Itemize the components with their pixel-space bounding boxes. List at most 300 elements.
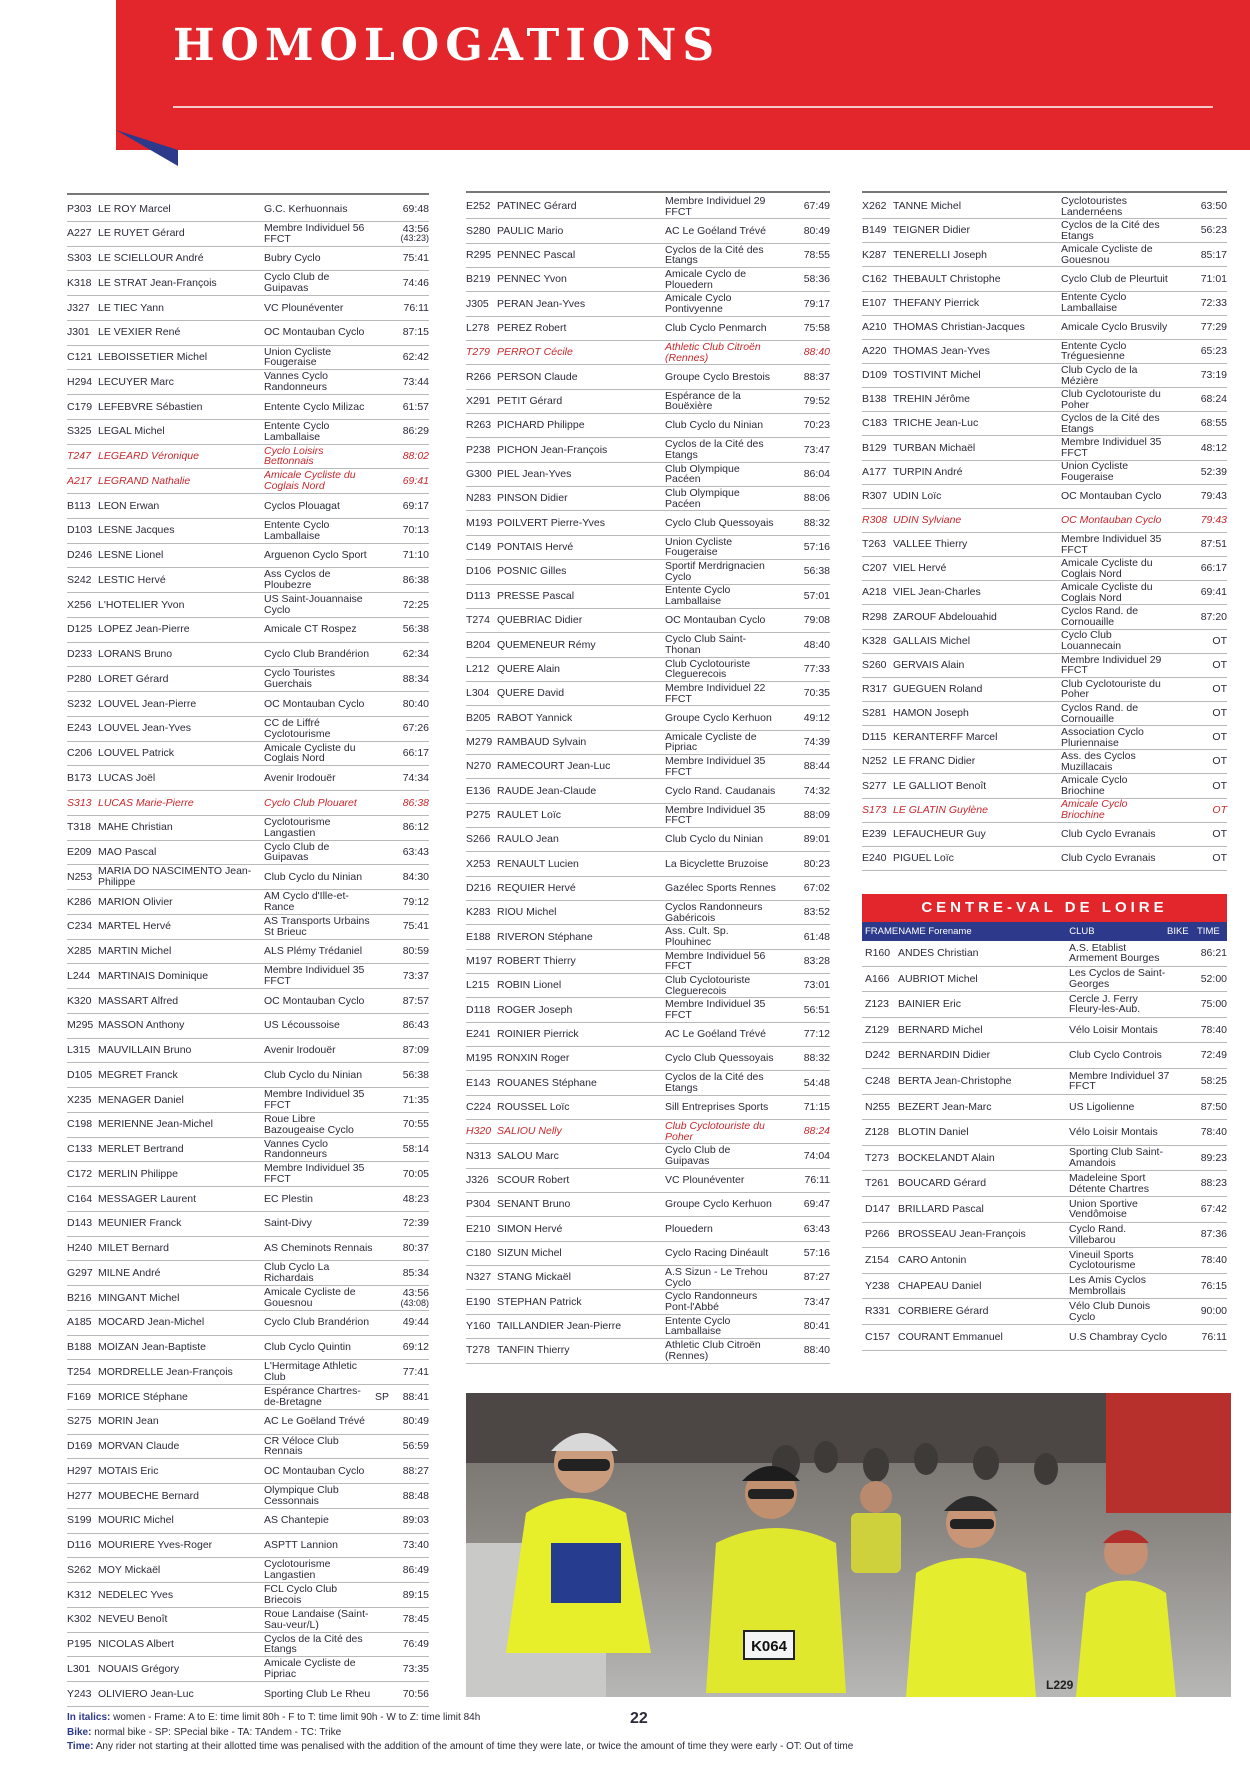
table-row (862, 509, 1227, 533)
rider-name: STEPHAN Patrick (497, 1296, 582, 1308)
frame-number: T318 (67, 821, 91, 834)
frame-number: M279 (466, 735, 493, 748)
legend (67, 1711, 867, 1755)
table-row (862, 1146, 1227, 1172)
table-row (67, 420, 429, 445)
club-name: Cyclos Plouagat (264, 500, 340, 512)
finish-time: 70:05 (402, 1167, 429, 1180)
rider-name: LEFAUCHEUR Guy (893, 828, 986, 840)
frame-number: D147 (865, 1202, 891, 1215)
finish-time: 74:32 (803, 784, 830, 797)
rider-name: MILET Bernard (98, 1243, 170, 1254)
frame-number: P275 (466, 808, 491, 821)
club-name: Club Cyclotouriste du Poher (1061, 388, 1161, 411)
table-row (67, 1682, 429, 1707)
club-name: Membre Individuel 35 FFCT (665, 999, 766, 1021)
frame-number: N327 (466, 1271, 492, 1284)
frame-number: T263 (862, 538, 886, 551)
table-row (466, 219, 830, 243)
table-row (67, 593, 429, 618)
table-row (67, 1162, 429, 1187)
club-name: Club Cyclotouriste Cleguerecois (665, 658, 751, 680)
club-name: Club Cyclo du Ninian (264, 1069, 363, 1081)
rider-name: TENERELLI Joseph (893, 249, 987, 261)
club-name: Cyclo Club Quessoyais (665, 517, 774, 529)
frame-number: H240 (67, 1242, 93, 1255)
table-row (67, 1138, 429, 1163)
club-name: OC Montauban Cyclo (1061, 515, 1162, 526)
club-name: Club Cyclo Controis (1069, 1050, 1162, 1062)
table-row (862, 992, 1227, 1018)
finish-time: 65:23 (1200, 345, 1227, 358)
finish-time: 66:17 (402, 747, 429, 760)
club-name: AM Cyclo d'Ille-et-Rance (264, 891, 349, 913)
table-row (862, 461, 1227, 485)
club-name: Amicale Cycliste de Pipriac (264, 1658, 356, 1680)
frame-number: A218 (862, 586, 887, 599)
finish-time: 68:55 (1200, 417, 1227, 430)
frame-number: S262 (67, 1563, 92, 1576)
club-name: Les Cyclos de Saint-Georges (1069, 968, 1166, 990)
club-name: Club Olympique Pacéen (665, 488, 740, 510)
finish-time: 80:49 (402, 1415, 429, 1428)
finish-time: 88:44 (803, 760, 830, 773)
finish-time: 87:09 (402, 1044, 429, 1057)
table-row (862, 340, 1227, 364)
finish-time: 62:34 (402, 648, 429, 661)
finish-time: 88:24 (803, 1125, 830, 1138)
finish-time: 86:04 (803, 468, 830, 481)
rider-name: MERIENNE Jean-Michel (98, 1119, 213, 1130)
finish-time: 68:24 (1200, 393, 1227, 406)
rider-name: TOSTIVINT Michel (893, 370, 981, 381)
finish-time: 80:37 (402, 1242, 429, 1255)
club-name: Cyclos de la Cité des Etangs (665, 439, 764, 461)
frame-number: P280 (67, 672, 92, 685)
rider-name: NEDELEC Yves (98, 1589, 174, 1601)
frame-number: D118 (466, 1003, 491, 1016)
table-row (67, 1237, 429, 1262)
table-row (862, 388, 1227, 412)
frame-number: C207 (862, 562, 888, 575)
frame-number: X256 (67, 598, 92, 611)
rider-name: POSNIC Gilles (497, 566, 567, 578)
legend-label: Bike: (67, 1726, 92, 1738)
rider-name: CARO Antonin (898, 1255, 967, 1266)
finish-time: OT (1212, 658, 1227, 671)
club-name: Club Cyclo La Richardais (264, 1262, 330, 1284)
column-rule (67, 193, 429, 195)
finish-time-value: 43:56 (402, 222, 429, 235)
rider-name: LOUVEL Jean-Pierre (98, 698, 197, 710)
club-name: A.S. Etablist Armement Bourges (1069, 942, 1160, 964)
frame-number: J305 (466, 297, 489, 310)
table-row (862, 605, 1227, 629)
finish-time: 79:17 (803, 297, 830, 310)
frame-number: E136 (466, 784, 491, 797)
club-name: Amicale Cyclo Briochine (1061, 775, 1128, 797)
table-row (466, 1266, 830, 1290)
club-name: Cyclo Club Saint-Thonan (665, 634, 747, 656)
club-name: Vélo Loisir Montais (1069, 1024, 1158, 1036)
frame-number: K328 (862, 634, 887, 647)
frame-number: E210 (466, 1222, 491, 1235)
table-row (67, 742, 429, 767)
club-name: Amicale Cycliste du Coglais Nord (1061, 582, 1153, 604)
frame-number: D115 (862, 731, 887, 744)
finish-time: 77:41 (402, 1365, 429, 1378)
frame-number: Z129 (865, 1023, 889, 1036)
frame-number: B188 (67, 1341, 92, 1354)
rider-name: TANFIN Thierry (497, 1345, 570, 1357)
finish-time: 86:38 (402, 796, 429, 809)
frame-number: N255 (865, 1100, 891, 1113)
rider-name: RAUDE Jean-Claude (497, 785, 597, 797)
table-row (67, 1187, 429, 1212)
frame-number: E239 (862, 827, 887, 840)
frame-number: K283 (466, 906, 491, 919)
club-name: Entente Cyclo Lamballaise (264, 519, 330, 542)
table-row (862, 726, 1227, 750)
club-name: US Lécoussoise (264, 1020, 340, 1031)
frame-number: S281 (862, 707, 887, 720)
club-name: Amicale Cyclo Briochine (1061, 799, 1128, 821)
table-row (67, 469, 429, 494)
table-row (862, 243, 1227, 267)
rider-name: MASSART Alfred (98, 995, 179, 1007)
finish-time: 63:43 (402, 846, 429, 859)
club-name: Cyclo Racing Dinéault (665, 1248, 769, 1259)
legend-label: In italics: (67, 1712, 111, 1723)
rider-name: MAUVILLAIN Bruno (98, 1045, 192, 1056)
table-row (862, 412, 1227, 436)
table-row (862, 630, 1227, 654)
rider-name: PICHARD Philippe (497, 420, 585, 432)
frame-number: J326 (466, 1174, 489, 1187)
rider-name: PATINEC Gérard (497, 201, 577, 213)
finish-time: 61:57 (402, 400, 429, 413)
club-name: Vannes Cyclo Randonneurs (264, 1138, 329, 1161)
table-row (862, 823, 1227, 847)
table-row (466, 438, 830, 462)
finish-time: 52:00 (1200, 972, 1227, 985)
frame-number: C206 (67, 747, 93, 760)
table-row (466, 1096, 830, 1120)
club-name: Cyclo Rand. Villebarou (1069, 1224, 1127, 1246)
rider-name: BOUCARD Gérard (898, 1178, 987, 1189)
frame-number: S266 (466, 833, 491, 846)
rider-name: UDIN Loïc (893, 490, 942, 502)
rider-name: MARTEL Hervé (98, 921, 171, 932)
column-rule (466, 191, 830, 193)
finish-time: 48:12 (1200, 441, 1227, 454)
frame-number: L215 (466, 979, 490, 992)
rider-name: UDIN Sylviane (893, 515, 962, 526)
rider-name: ROBERT Thierry (497, 955, 576, 967)
finish-time: 79:43 (1200, 514, 1227, 527)
finish-time: OT (1212, 779, 1227, 792)
club-name: Cyclos de la Cité des Etangs (1061, 413, 1160, 435)
finish-time: 83:28 (803, 954, 830, 967)
club-name: Cercle J. Ferry Fleury-les-Aub. (1069, 993, 1141, 1016)
frame-number: N283 (466, 492, 492, 505)
frame-number: B113 (67, 499, 91, 512)
frame-number: Z128 (865, 1126, 889, 1139)
legend-line-1 (67, 1711, 867, 1726)
table-row (67, 1311, 429, 1336)
club-name: L'Hermitage Athletic Club (264, 1361, 358, 1383)
club-name: AS Transports Urbains St Brieuc (264, 915, 370, 938)
club-name: Cyclos de la Cité des Etangs (665, 244, 764, 267)
table-row (862, 799, 1227, 823)
frame-number: P303 (67, 202, 92, 215)
club-name: ALS Plémy Trédaniel (264, 946, 363, 957)
frame-number: C162 (862, 272, 888, 285)
rider-name: MARTINAIS Dominique (98, 970, 209, 982)
club-name: Avenir Irodouër (264, 772, 336, 784)
club-name: Cyclos Rand. de Cornouaille (1061, 606, 1139, 628)
table-row (67, 271, 429, 296)
frame-number: M197 (466, 954, 493, 967)
finish-time: 80:49 (803, 224, 830, 237)
table-row (67, 494, 429, 519)
rider-name: COURANT Emmanuel (898, 1331, 1003, 1343)
frame-number: P266 (865, 1228, 890, 1241)
finish-time (389, 1288, 429, 1308)
rider-name: MESSAGER Laurent (98, 1193, 197, 1205)
club-name: Sporting Club Saint-Amandois (1069, 1147, 1163, 1169)
frame-number: T247 (67, 450, 91, 463)
table-row (67, 1608, 429, 1633)
club-name: Cyclo Club de Guipavas (665, 1145, 731, 1167)
club-name: Espérance de la Bouëxière (665, 390, 741, 413)
frame-number: J327 (67, 301, 90, 314)
finish-time: OT (1212, 634, 1227, 647)
bike-type: SP (374, 1390, 389, 1403)
finish-time: 52:39 (1200, 465, 1227, 478)
table-row (466, 365, 830, 389)
club-name: Cyclo Touristes Guerchais (264, 668, 335, 690)
club-name: Roue Libre Bazougeaise Cyclo (264, 1113, 354, 1136)
rider-name: LEGAL Michel (98, 426, 165, 437)
table-row (67, 321, 429, 346)
rider-name: CHAPEAU Daniel (898, 1280, 982, 1292)
frame-number: P195 (67, 1638, 92, 1651)
rider-name: TEIGNER Didier (893, 225, 971, 237)
table-row (466, 1315, 830, 1339)
rider-name: QUERE David (497, 688, 565, 699)
club-name: Sporting Club Le Rheu (264, 1688, 371, 1700)
results-column-2 (466, 191, 830, 1364)
rider-name: CORBIERE Gérard (898, 1306, 989, 1317)
club-name: Amicale Cycliste du Coglais Nord (264, 470, 356, 492)
frame-number: R308 (862, 514, 888, 527)
region-table-header (862, 922, 1227, 941)
finish-time: 86:12 (402, 821, 429, 834)
table-row (466, 682, 830, 706)
rider-name: BAINIER Eric (898, 999, 962, 1010)
region-section (862, 894, 1227, 1351)
table-row (466, 755, 830, 779)
club-name: Cyclo Randonneurs Pont-l'Abbé (665, 1291, 758, 1313)
frame-number: A220 (862, 345, 887, 358)
rider-name: LOPEZ Jean-Pierre (98, 624, 190, 635)
finish-time: 87:36 (1200, 1228, 1227, 1241)
frame-number: A166 (865, 972, 890, 985)
table-row (67, 1014, 429, 1039)
frame-number: X291 (466, 395, 491, 408)
club-name: Amicale Cycliste de Pipriac (665, 731, 757, 753)
frame-number: C157 (865, 1330, 891, 1343)
club-name: Amicale Cycliste de Gouesnou (1061, 244, 1153, 266)
table-row (67, 1657, 429, 1682)
finish-time: 74:39 (803, 735, 830, 748)
rider-name: MAHE Christian (98, 822, 173, 833)
legend-text: Any rider not starting at their allotted time was penalised with the addition of the amount of time they were late, or twice the amount of time they were early - OT: Out of time (95, 1741, 854, 1752)
rider-name: PEREZ Robert (497, 323, 567, 334)
frame-number: B173 (67, 771, 92, 784)
legend-line-2 (67, 1726, 867, 1741)
finish-time: 88:34 (402, 672, 429, 685)
rider-name: LE ROY Marcel (98, 203, 171, 215)
frame-number: L212 (466, 662, 490, 675)
frame-number: D246 (67, 549, 93, 562)
table-row (67, 1459, 429, 1484)
club-name: Membre Individuel 35 FFCT (264, 1163, 365, 1185)
finish-time: 89:03 (402, 1514, 429, 1527)
finish-time: 79:12 (402, 895, 429, 908)
finish-time: 56:51 (803, 1003, 830, 1016)
table-row (67, 791, 429, 816)
table-row (466, 414, 830, 438)
club-name: Union Sportive Vendômoise (1069, 1198, 1138, 1220)
table-row (466, 560, 830, 584)
frame-number: E107 (862, 296, 887, 309)
rider-name: LEGEARD Véronique (98, 451, 199, 462)
finish-time: 76:49 (402, 1638, 429, 1651)
club-name: Union Cycliste Fougeraise (264, 346, 332, 369)
frame-number: C121 (67, 351, 93, 364)
frame-number: G300 (466, 468, 492, 481)
frame-number: D113 (466, 589, 491, 602)
table-row (862, 557, 1227, 581)
table-row (67, 865, 429, 890)
frame-number: S260 (862, 658, 887, 671)
finish-time: 78:40 (1200, 1254, 1227, 1267)
rider-name: PERSON Claude (497, 371, 578, 383)
club-name: Sill Entreprises Sports (665, 1102, 769, 1113)
frame-number: A227 (67, 227, 92, 240)
finish-time: 56:38 (402, 623, 429, 636)
finish-time: 56:38 (402, 1068, 429, 1081)
club-name: Club Cyclotouriste du Poher (665, 1121, 765, 1143)
frame-number: X253 (466, 857, 491, 870)
frame-number: S232 (67, 697, 92, 710)
table-row (466, 925, 830, 949)
frame-number: B205 (466, 711, 491, 724)
frame-number: B204 (466, 638, 491, 651)
frame-number: S280 (466, 224, 491, 237)
club-name: Membre Individuel 35 FFCT (1061, 533, 1162, 556)
rider-name: RIVERON Stéphane (497, 931, 593, 943)
frame-number: T261 (865, 1177, 889, 1190)
frame-number: S173 (862, 803, 887, 816)
rider-name: MARION Olivier (98, 896, 173, 908)
club-name: OC Montauban Cyclo (264, 1465, 365, 1477)
rider-name: LEGRAND Nathalie (98, 475, 191, 487)
club-name: Athletic Club Citroën (Rennes) (665, 342, 761, 364)
club-name: Sportif Merdrignacien Cyclo (665, 561, 765, 583)
adjusted-time: (43:23) (400, 233, 429, 244)
table-row (466, 1169, 830, 1193)
table-row (67, 816, 429, 841)
table-row (862, 847, 1227, 871)
frame-number: P304 (466, 1198, 491, 1211)
rider-name: AUBRIOT Michel (898, 973, 978, 985)
finish-time: 74:46 (402, 276, 429, 289)
table-row (862, 292, 1227, 316)
table-row (67, 544, 429, 569)
table-row (67, 1583, 429, 1608)
frame-number: A217 (67, 474, 92, 487)
finish-time: 71:15 (803, 1101, 830, 1114)
table-row (67, 989, 429, 1014)
header-name: NAME Forename (898, 926, 972, 937)
table-row (862, 967, 1227, 993)
club-name: Union Cycliste Fougeraise (1061, 461, 1129, 483)
table-row (67, 1039, 429, 1064)
club-name: FCL Cyclo Club Briecois (264, 1584, 338, 1606)
finish-time: 62:42 (402, 351, 429, 364)
finish-time: 88:37 (803, 370, 830, 383)
finish-time: OT (1212, 803, 1227, 816)
rider-name: MOIZAN Jean-Baptiste (98, 1342, 206, 1353)
finish-time: 76:11 (403, 301, 429, 314)
finish-time: 88:23 (1200, 1177, 1227, 1190)
table-row (67, 915, 429, 940)
table-row (67, 667, 429, 692)
rider-name: ROINIER Pierrick (497, 1029, 579, 1040)
frame-number: Y238 (865, 1279, 890, 1292)
frame-number: E188 (466, 930, 491, 943)
finish-time: 67:26 (402, 722, 429, 735)
club-name: Cyclo Club de Pleurtuit (1061, 273, 1168, 285)
club-name: Athletic Club Citroën (Rennes) (665, 1340, 761, 1362)
rider-name: VALLEE Thierry (893, 539, 968, 550)
frame-number: B138 (862, 393, 887, 406)
table-row (862, 1223, 1227, 1249)
frame-number: K318 (67, 276, 92, 289)
table-row (466, 1242, 830, 1266)
finish-time: 67:42 (1200, 1202, 1227, 1215)
finish-time: 56:38 (803, 565, 830, 578)
table-row (862, 1120, 1227, 1146)
finish-time: 70:13 (402, 524, 429, 537)
rider-name: MEGRET Franck (98, 1069, 178, 1081)
table-row (67, 841, 429, 866)
table-row (466, 877, 830, 901)
table-row (862, 941, 1227, 967)
frame-number: C234 (67, 920, 93, 933)
frame-number: S277 (862, 779, 887, 792)
finish-time: 88:32 (803, 516, 830, 529)
rider-name: TREHIN Jérôme (893, 394, 971, 406)
rider-name: PENNEC Pascal (497, 250, 576, 261)
finish-time: 48:23 (402, 1192, 429, 1205)
club-name: Club Cyclo Quintin (264, 1342, 351, 1353)
table-row (67, 296, 429, 321)
rider-name: MILNE André (98, 1267, 161, 1279)
